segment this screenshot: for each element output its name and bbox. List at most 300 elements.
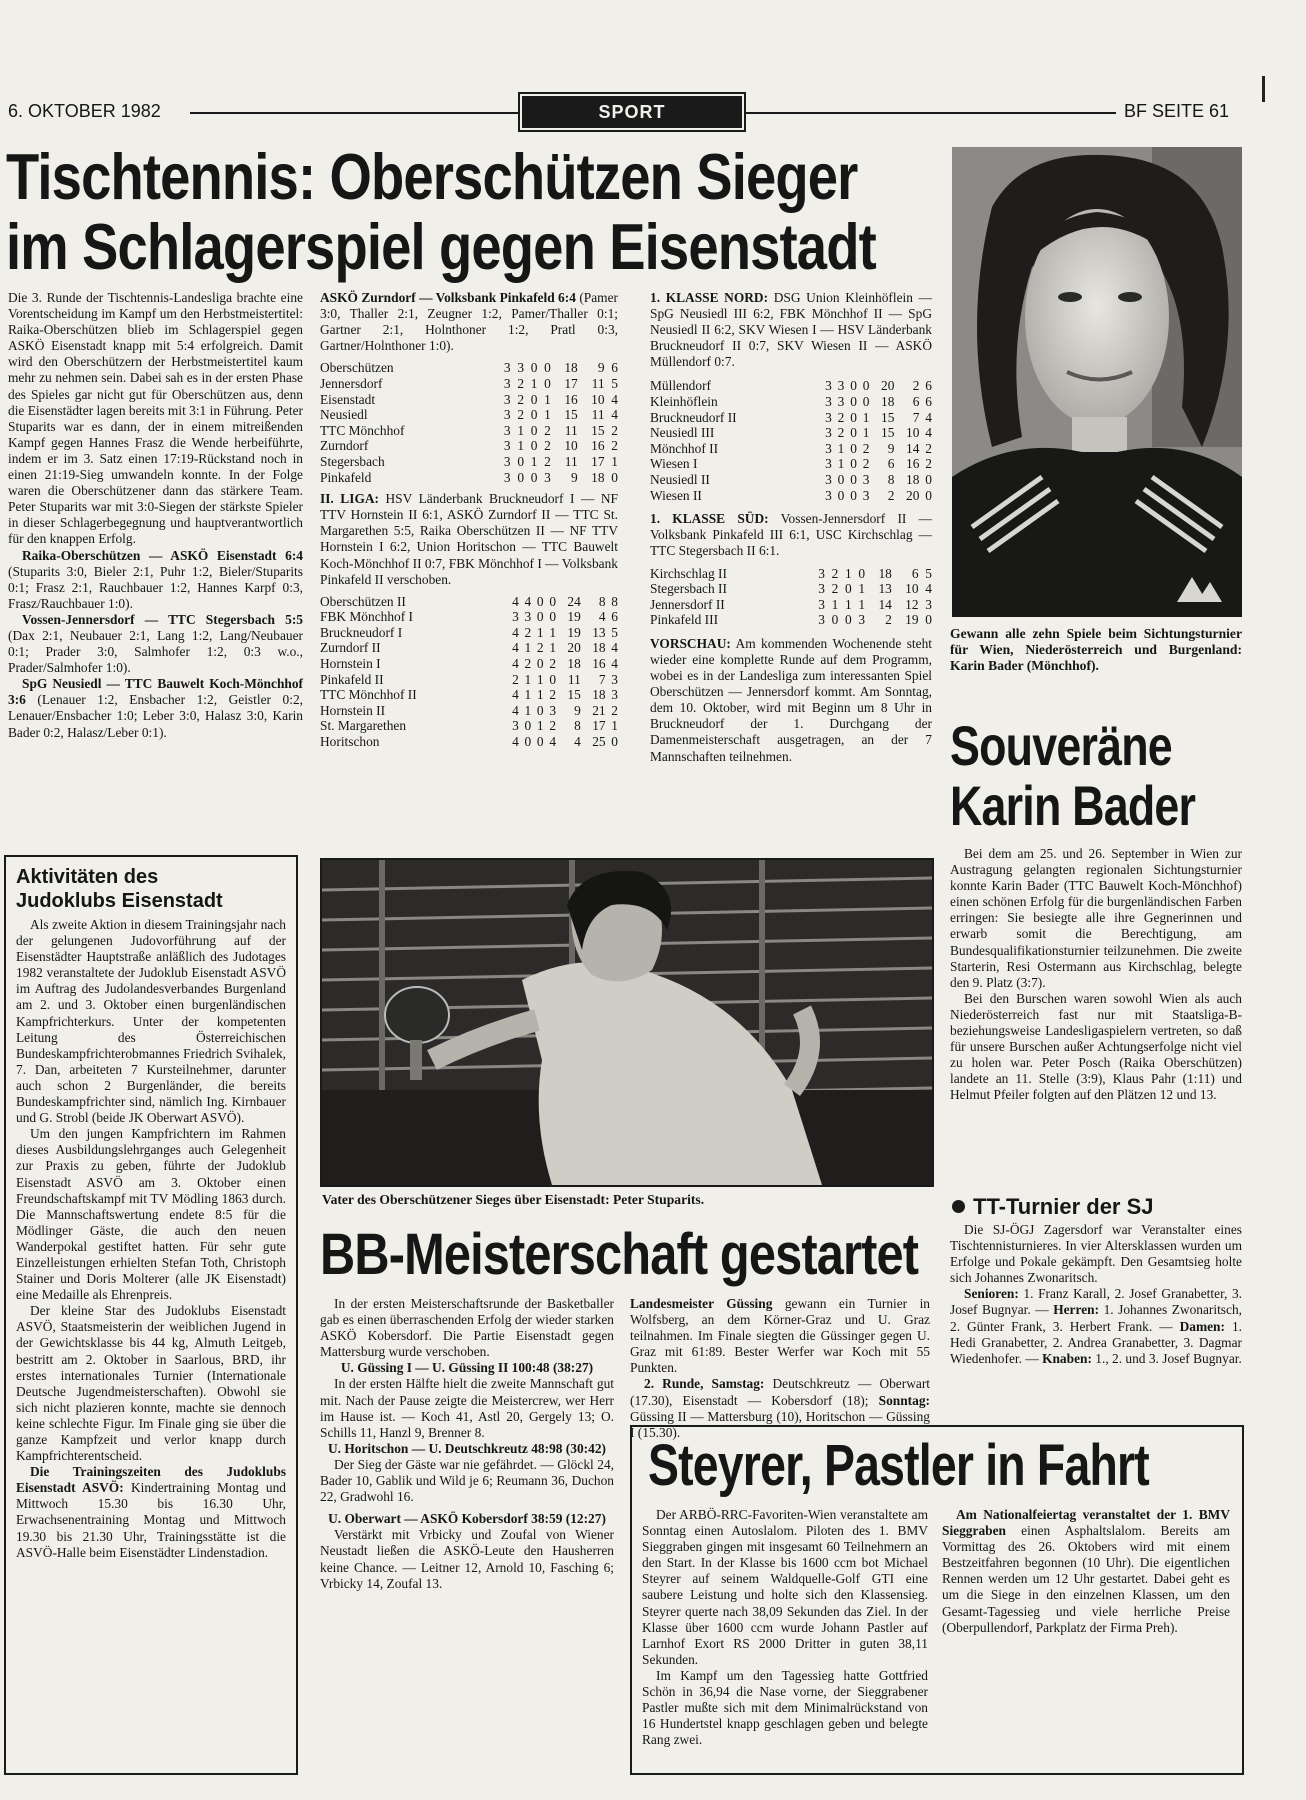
basketball-r2-text: Deutschkreutz — Oberwart (17.30), Eisenstadt — Kobersdorf (18); (630, 1376, 931, 1408)
main-headline-line1: Tischtennis: Oberschützen Sieger (6, 139, 858, 214)
match4-head: ASKÖ Zurndorf — Volksbank Pinkafeld 6:4 (320, 290, 576, 305)
basketball-col2 (630, 1296, 930, 1441)
standings-value: 5 (925, 565, 932, 581)
standings-value: 4 (598, 609, 606, 625)
standings-value: 18 (592, 640, 606, 656)
sued-head: 1. KLASSE SÜD: (650, 511, 769, 527)
team-name: Jennersdorf (320, 375, 383, 391)
tt-herren-text: 1. Johannes Zwonaritsch, 2. Günter Frank, 3. Herbert Frank. (950, 1302, 1242, 1334)
standings-value: 2 (887, 487, 895, 503)
standings-value: 16 (564, 391, 578, 407)
standings-value: 4 (925, 409, 932, 425)
slalom-p1: Der ARBÖ-RRC-Favoriten-Wien veranstaltete am Sonntag einen Autoslalom. Piloten des 1. BMV Sieggraben gingen mit insgesamt 60 Teilnehmern an den Start. In der Klasse bis 1600 ccm bot Michael Steyrer auf seinem Waldquelle-Golf GTI eine saubere Leistung und holte sich den Klassensieg. Steyrer querte nach 38,09 Sekunden das Ziel. In der Klasse über 1600 ccm wurde Johann Pastler auf Larnhof Exort RS 2000 Dritter in guten 38,11 Sekunden. (642, 1507, 928, 1667)
match1-text: (Stuparits 3:0, Bieler 2:1, Puhr 1:2, Bieler/Stuparits 0:1; Frasz 2:1, Rauchbauer 1:2, Hannes Karpf 0:3, Frasz/Rauchbauer 1:0). (8, 563, 303, 611)
standings-value: 6 (911, 565, 919, 581)
standings-value: 3 (862, 472, 870, 488)
standings-value: 16 (906, 456, 920, 472)
team-name: Müllendorf (650, 378, 711, 394)
standings-value: 6 (912, 394, 920, 410)
match4-text: (Pamer 3:0, Thaller 2:1, Zeugner 1:2, Pamer/Thaller 0:1; Gartner 2:1, Holnthoner 1:2, Pratl 0:3, Gartner/Holnthoner 1:0). (320, 290, 618, 354)
standings-value: 3 (837, 394, 845, 410)
standings-row (320, 687, 618, 703)
basketball-r2b-text: Güssing II — Mattersburg (10), Horitschon — Güssing I (15.30). (630, 1408, 930, 1440)
standings-value: 0 (524, 718, 532, 734)
standings-value: 10 (905, 581, 919, 597)
standings-value: 0 (850, 394, 857, 410)
slalom-p3-head: Am Nationalfeiertag veranstaltet der 1. BMV Sieggraben (942, 1507, 1230, 1539)
standings-row (320, 454, 618, 470)
standings-value: 19 (567, 624, 581, 640)
standings-value: 1 (530, 453, 538, 469)
standings-value: 2 (837, 409, 845, 425)
standings-value: 6 (925, 378, 932, 394)
bader-headline-line2: Karin Bader (950, 774, 1196, 837)
standings-value: 4 (512, 687, 519, 703)
standings-value: 2 (912, 378, 920, 394)
standings-table-nord (650, 378, 932, 503)
standings-row (320, 625, 618, 641)
standings-value: 11 (564, 422, 578, 438)
standings-row (320, 392, 618, 408)
standings-row (320, 672, 618, 688)
standings-row (650, 566, 932, 582)
standings-row (650, 441, 932, 457)
standings-value: 3 (503, 375, 511, 391)
standings-value: 3 (825, 409, 832, 425)
judo-p1: Als zweite Aktion in diesem Trainingsjahr nach der gelungenen Judovorführung auf der Eisenstädter Hauptstraße anläßlich des Judotages 1982 veranstaltete der Judoklub Eisenstadt ASVÖ im Auftrag des Judolandesverbandes Burgenland am 2. und 3. Oktober einen burgenländischen Kampfrichterkurs. Unter der kompetenten Leitung des Österreichischen Bundeskampfrichterobmannes Friedrich Svihalek, 7. Dan, arbeiteten 7 Kursteilnehmer, darunter auch schon 2 Burgenländer, die bereits Bundeskampfrichter sind, nämlich Ing. Kirnbauer und G. Strobl (beide JK Oberwart ASVÖ). (16, 917, 286, 1126)
standings-value: 6 (887, 456, 895, 472)
standings-value: 5 (611, 624, 618, 640)
standings-row (320, 734, 618, 750)
team-name: Wiesen II (650, 487, 702, 503)
team-name: Kirchschlag II (650, 565, 727, 581)
tt-herren-head: Herren: (1053, 1302, 1100, 1318)
standings-value: 4 (549, 734, 557, 750)
standings-value: 3 (825, 440, 832, 456)
standings-value: 3 (611, 671, 618, 687)
standings-value: 1 (517, 438, 525, 454)
standings-value: 20 (881, 378, 895, 394)
basketball-game2-head: U. Horitschon — U. Deutschkreutz 48:98 (30:42) (328, 1440, 606, 1456)
standings-value: 3 (503, 438, 511, 454)
section-label: SPORT (598, 102, 666, 122)
standings-row (320, 656, 618, 672)
team-name: Hornstein I (320, 656, 381, 672)
basketball-col1 (320, 1296, 614, 1592)
standings-value: 18 (591, 469, 605, 485)
standings-value: 3 (818, 596, 825, 612)
standings-value: 8 (887, 472, 895, 488)
standings-value: 0 (549, 671, 557, 687)
standings-row (320, 703, 618, 719)
standings-value: 15 (881, 409, 895, 425)
standings-value: 2 (517, 391, 525, 407)
standings-value: 16 (592, 656, 606, 672)
standings-value: 1 (524, 687, 532, 703)
standings-row (650, 488, 932, 504)
standings-value: 0 (862, 378, 870, 394)
standings-row (320, 376, 618, 392)
standings-value: 0 (611, 734, 618, 750)
standings-value: 3 (503, 453, 511, 469)
standings-value: 1 (544, 391, 551, 407)
team-name: Hornstein II (320, 702, 386, 718)
standings-value: 0 (850, 456, 857, 472)
standings-value: 4 (611, 407, 618, 423)
standings-value: 0 (850, 487, 857, 503)
standings-value: 3 (524, 609, 532, 625)
standings-row (320, 609, 618, 625)
standings-row (320, 438, 618, 454)
tt-senioren-head: Senioren: (964, 1286, 1019, 1302)
standings-value: 9 (571, 469, 578, 485)
player-photo (320, 858, 934, 1187)
standings-value: 1 (536, 624, 544, 640)
judo-p4-text: Kindertraining Montag und Mittwoch 15.30 bis 16.30 Uhr, Erwachsenentraining Montag und Mittwoch 19.30 bis 21.30 Uhr, Trainingsstätte ist die ASVÖ-Halle beim Eisenstädter Lindenstadion. (16, 1480, 286, 1560)
standings-value: 1 (837, 440, 845, 456)
standings-row (320, 470, 618, 486)
standings-value: 1 (831, 596, 839, 612)
standings-value: 0 (524, 734, 532, 750)
judo-p4-head: Die Trainingszeiten des Judoklubs Eisenstadt ASVÖ: (16, 1464, 286, 1496)
liga2-head: II. LIGA: (320, 491, 379, 507)
section-label-box (522, 96, 742, 128)
tt-turnier-body: Die SJ-ÖGJ Zagersdorf war Veranstalter eines Tischtennisturnieres. In vier Altersklassen wurden um Erfolge und Pokale gekämpft. Den Gesamtsieg holte sich Johannes Zwonaritsch. Senioren: 1. Franz Karall, 2. Josef Granabetter, 3. Josef Bugnyar. — Herren: 1. Johannes Zwonaritsch, 2. Günter Frank, 3. Herbert Frank. — Damen: 1. Hedi Granabetter, 2. Andrea Granabetter, 3. Dagmar Wiedenhofer. — Knaben: 1., 2. und 3. Josef Bugnyar. (950, 1222, 1242, 1366)
judo-headline-line1: Aktivitäten des (16, 866, 159, 888)
basketball-game3-text: Verstärkt mit Vrbicky und Zoufal von Wiener Neustadt ließen die ASKÖ-Leute den Hausherren keine Chance. — Leitner 12, Arnold 10, Fasching 6; Vrbicky 14, Zoufal 13. (320, 1527, 614, 1591)
standings-value: 2 (524, 624, 532, 640)
standings-value: 20 (567, 640, 581, 656)
standings-value: 3 (925, 596, 932, 612)
team-name: Neusiedl III (650, 425, 715, 441)
standings-value: 2 (544, 422, 551, 438)
standings-value: 2 (837, 425, 845, 441)
bader-p2: Bei den Burschen waren sowohl Wien als auch Niederösterreich fast nur mit Staatsliga-B- beziehungsweise Landesligaspielern vertreten, so daß für unsere Burschen außer Achtungserfolge nicht viel zu holen war. Peter Posch (Raika Oberschützen) landete an 11. Stelle (3:9), Klaus Pahr (1:11) und Helmut Pfeiler folgten auf den Plätzen 12 und 13. (950, 990, 1242, 1103)
team-name: Bruckneudorf I (320, 624, 403, 640)
standings-value: 25 (592, 734, 606, 750)
standings-value: 5 (611, 375, 618, 391)
standings-value: 0 (858, 565, 866, 581)
standings-value: 0 (611, 469, 618, 485)
standings-table-landesliga (320, 360, 618, 485)
basketball-game1-text: In der ersten Hälfte hielt die zweite Mannschaft gut mit. Nach der Pause zeigte die Meistercrew, wer Herr im Hause ist. — Koch 41, Astl 20, Gergely 13; O. Schills 11, Hanzl 9, Brenner 8. (320, 1376, 614, 1440)
standings-row (320, 718, 618, 734)
standings-value: 24 (567, 593, 581, 609)
team-name: Neusiedl II (650, 472, 710, 488)
standings-value: 0 (530, 360, 538, 376)
standings-value: 0 (530, 407, 538, 423)
standings-value: 0 (530, 438, 538, 454)
standings-value: 0 (831, 612, 839, 628)
standings-value: 4 (512, 640, 519, 656)
standings-value: 4 (512, 624, 519, 640)
standings-value: 3 (858, 612, 866, 628)
standings-value: 10 (906, 425, 920, 441)
standings-table-liga2 (320, 594, 618, 750)
standings-row (650, 597, 932, 613)
standings-value: 1 (862, 425, 870, 441)
standings-value: 0 (530, 469, 538, 485)
standings-value: 0 (549, 609, 557, 625)
standings-value: 0 (850, 472, 857, 488)
standings-value: 18 (564, 360, 578, 376)
standings-value: 2 (549, 687, 557, 703)
team-name: Oberschützen II (320, 593, 406, 609)
standings-value: 4 (925, 425, 932, 441)
standings-value: 1 (524, 640, 532, 656)
standings-value: 2 (885, 612, 892, 628)
standings-value: 0 (845, 612, 852, 628)
standings-value: 9 (887, 440, 895, 456)
header-rule-right (744, 112, 1116, 114)
basketball-lm-head: Landesmeister Güssing (630, 1296, 773, 1311)
portrait-photo-graphic (952, 147, 1242, 617)
standings-value: 3 (503, 360, 511, 376)
standings-value: 3 (611, 687, 618, 703)
standings-value: 3 (825, 456, 832, 472)
standings-value: 0 (530, 422, 538, 438)
standings-value: 3 (837, 378, 845, 394)
standings-value: 0 (530, 391, 538, 407)
standings-value: 8 (574, 718, 581, 734)
standings-value: 2 (611, 438, 618, 454)
standings-value: 18 (881, 394, 895, 410)
standings-value: 0 (536, 702, 544, 718)
team-name: Mönchhof II (650, 440, 719, 456)
standings-value: 0 (850, 425, 857, 441)
standings-value: 15 (564, 407, 578, 423)
standings-value: 7 (598, 671, 606, 687)
standings-value: 1 (858, 581, 866, 597)
standings-value: 1 (524, 671, 532, 687)
basketball-game3-head: U. Oberwart — ASKÖ Kobersdorf 38:59 (12:27) (328, 1511, 606, 1527)
match2-head: Vossen-Jennersdorf — TTC Stegersbach 5:5 (22, 611, 303, 627)
standings-value: 1 (858, 596, 866, 612)
standings-value: 10 (564, 438, 578, 454)
basketball-p1: In der ersten Meisterschaftsrunde der Basketballer gab es einen überraschenden Erfolg der wieder starken ASKÖ Kobersdorf. Die Partie Eisenstadt gegen Mattersburg wurde verschoben. (320, 1296, 614, 1360)
standings-value: 1 (611, 718, 618, 734)
standings-value: 0 (517, 453, 525, 469)
standings-value: 2 (831, 565, 839, 581)
basketball-game1-head: U. Güssing I — U. Güssing II 100:48 (38:27) (340, 1360, 594, 1376)
standings-value: 15 (591, 422, 605, 438)
standings-value: 8 (611, 593, 618, 609)
main-article-col1 (8, 290, 303, 741)
standings-value: 3 (512, 718, 519, 734)
standings-value: 2 (512, 671, 519, 687)
standings-value: 11 (567, 671, 581, 687)
team-name: Jennersdorf II (650, 596, 725, 612)
top-right-mark (1262, 76, 1265, 102)
standings-value: 18 (592, 687, 606, 703)
team-name: TTC Mönchhof II (320, 687, 417, 703)
standings-value: 8 (598, 593, 606, 609)
bader-article-body (950, 846, 1242, 1104)
portrait-caption: Gewann alle zehn Spiele beim Sichtungsturnier für Wien, Niederösterreich und Burgenland: Karin Bader (Mönchhof). (950, 626, 1242, 673)
standings-value: 19 (567, 609, 581, 625)
bader-headline-line1: Souveräne (950, 714, 1172, 777)
standings-value: 3 (517, 360, 525, 376)
player-caption: Vater des Oberschützener Sieges über Eisenstadt: Peter Stuparits. (322, 1192, 705, 1207)
standings-value: 3 (544, 469, 551, 485)
judo-p2: Um den jungen Kampfrichtern im Rahmen dieses Ausbildungslehrganges auch Gelegenheit zur Praxis zu geben, führte der Judoklub Eisenstadt ASVÖ am 3. Oktober einen Freundschaftskampf mit TV Mödling 1863 durch. Die Mannschaftswertung endete 8:5 für die Mödlinger Gäste, die auch den neuen Wanderpokal gestiftet hatten. Für sehr gute Einzelleistungen erhielten Stefan Toth, Christoph Stainer und Doris Molterer (alle JK Eisenstadt) eine Medaille als Ehrenpreis. (16, 1126, 286, 1303)
standings-value: 6 (925, 394, 932, 410)
team-name: Wiesen I (650, 456, 698, 472)
standings-value: 0 (544, 375, 551, 391)
main-article-col3 (650, 290, 932, 765)
standings-value: 0 (925, 472, 932, 488)
standings-row (650, 456, 932, 472)
standings-value: 2 (831, 581, 839, 597)
header-page: BF SEITE 61 (1124, 101, 1230, 121)
standings-value: 18 (567, 656, 581, 672)
basketball-r2b-head: Sonntag: (878, 1392, 930, 1408)
match2-text: (Dax 2:1, Neubauer 2:1, Lang 1:2, Lang/Neubauer 0:1; Prader 3:0, Salmhofer 1:2, 0:3 w.o., Prader/Salmhofer 1:0). (8, 627, 303, 676)
standings-value: 0 (850, 378, 857, 394)
standings-value: 1 (536, 687, 544, 703)
standings-row (650, 425, 932, 441)
standings-value: 17 (591, 453, 605, 469)
standings-value: 14 (906, 440, 920, 456)
standings-value: 19 (905, 612, 919, 628)
standings-value: 2 (925, 440, 932, 456)
team-name: TTC Mönchhof (320, 422, 405, 438)
slalom-p2: Im Kampf um den Tagessieg hatte Gottfried Schön in 36,94 die Nase vorne, der Sieggrabener Pastler mußte sich mit dem Minimalrückstand von 16 Hundertstel knapp geschlagen geben und belegte Rang zwei. (642, 1667, 928, 1748)
standings-value: 3 (825, 487, 832, 503)
standings-value: 2 (517, 407, 525, 423)
standings-row (320, 594, 618, 610)
standings-value: 0 (536, 656, 544, 672)
standings-value: 2 (536, 640, 544, 656)
standings-value: 0 (925, 612, 932, 628)
standings-value: 2 (549, 656, 557, 672)
standings-value: 4 (512, 593, 519, 609)
standings-value: 3 (818, 581, 825, 597)
match3-head: SpG Neusiedl — TTC Bauwelt Koch-Mönchhof 3:6 (8, 676, 303, 708)
standings-value: 2 (611, 422, 618, 438)
standings-row (320, 360, 618, 376)
standings-value: 0 (850, 409, 857, 425)
standings-value: 21 (592, 702, 606, 718)
basketball-r2-head: 2. Runde, Samstag: (644, 1376, 765, 1392)
standings-row (650, 472, 932, 488)
vorschau-text: Am kommenden Wochenende steht wieder eine komplette Runde auf dem Programm, wobei es in der Landesliga zum interessanten Spiel Oberschützen — Jennersdorf kommt. Am Sonntag, dem 10. Oktober, wird mit Beginn um 8 Uhr in Bruckneudorf der 1. Durchgang der Damenmeisterschaft ausgetragen, an der 7 Mannschaften teilnehmen. (650, 635, 932, 764)
standings-value: 9 (597, 360, 605, 376)
team-name: Stegersbach (320, 453, 385, 469)
portrait-photo (952, 147, 1242, 617)
team-name: Eisenstadt (320, 391, 376, 407)
standings-value: 1 (517, 422, 525, 438)
judo-box (4, 855, 298, 1775)
standings-value: 3 (503, 391, 511, 407)
standings-value: 0 (536, 593, 544, 609)
standings-value: 2 (517, 375, 525, 391)
standings-value: 0 (925, 487, 932, 503)
tt-knaben-text: 1., 2. und 3. Josef Bugnyar. (1095, 1350, 1242, 1366)
match3-text: (Lenauer 1:2, Ensbacher 1:2, Geistler 0:2, Lenauer/Ensbacher 1:0; Leber 3:0, Halasz 3:0, Karin Bader 0:2, Halasz/Leber 0:1). (8, 692, 303, 740)
standings-value: 1 (544, 407, 551, 423)
team-name: Pinkafeld II (320, 671, 384, 687)
basketball-lm-text: gewann ein Turnier in Wolfsberg, an dem Körner-Graz und U. Graz teilnahmen. Im Finale siegten die Güssinger gegen U. Graz mit 61:89. Bester Werfer war Koch mit 55 Punkten. (630, 1296, 930, 1376)
tt-senioren-text: 1. Franz Karall, 2. Josef Granabetter, 3. Josef Bugnyar. (950, 1286, 1242, 1318)
standings-value: 0 (837, 487, 845, 503)
slalom-p3-text: einen Asphaltslalom. Bereits am Vormittag des 26. Oktobers wird mit einem Bestzeitfahren begonnen (10 Uhr). Die eigentlichen Rennen werden um 12 Uhr gestartet. Dabei geht es um die Siege in den einzelnen Klassen, um den Gesamt-Tagessieg und viele herrliche Preise (Oberpullendorf, Parkplatz der Firma Preh). (942, 1523, 1230, 1635)
team-name: Pinkafeld III (650, 612, 719, 628)
standings-value: 2 (925, 456, 932, 472)
tt-damen-text: 1. Hedi Granabetter, 2. Andrea Granabetter, 3. Dagmar Wiedenhofer. (950, 1318, 1242, 1366)
team-name: Pinkafeld (320, 469, 372, 485)
standings-value: 0 (845, 581, 852, 597)
bullet-icon (952, 1200, 965, 1213)
judo-p3: Der kleine Star des Judoklubs Eisenstadt ASVÖ, Staatsmeisterin der weiblichen Jugend in der Gewichtsklasse bis 44 kg, Almuth Leitgeb, bestritt am 2. Oktober in Saarlous, BRD, ihr erstes internationales Turnier (Internationale Deutsche Jugendmeisterschaften). Obwohl sie sich nicht plazieren konnte, machte sie dennoch keine schlechte Figur. Im Finale ging sie über die ganze Kampfzeit und verlor knapp durch Kampfrichterentscheid. (16, 1303, 286, 1464)
standings-value: 17 (564, 375, 578, 391)
standings-value: 4 (512, 656, 519, 672)
standings-value: 13 (878, 581, 892, 597)
standings-value: 17 (592, 718, 606, 734)
standings-value: 6 (611, 360, 618, 376)
team-name: Bruckneudorf II (650, 409, 737, 425)
main-headline-line2: im Schlagerspiel gegen Eisenstadt (6, 209, 876, 284)
tt-turnier-p1: Die SJ-ÖGJ Zagersdorf war Veranstalter eines Tischtennisturnieres. In vier Altersklassen wurden um Erfolge und Pokale gekämpft. Den Gesamtsieg holte sich Johannes Zwonaritsch. (950, 1222, 1242, 1286)
slalom-box (630, 1425, 1244, 1775)
standings-value: 3 (512, 609, 519, 625)
liga2-text: HSV Länderbank Bruckneudorf I — NF TTV Hornstein II 6:1, ASKÖ Zurndorf II — TTC St. Margarethen 5:5, Raika Oberschützen II — NF TTV Hornstein I 6:2, Union Horitschon — TTC Bauwelt Koch-Mönchhof II 0:7, FBK Mönchhof I — Volksbank Pinkafeld II verschoben. (320, 491, 618, 587)
standings-value: 3 (818, 565, 825, 581)
team-name: Horitschon (320, 734, 380, 750)
standings-value: 3 (825, 378, 832, 394)
standings-value: 0 (517, 469, 525, 485)
standings-value: 2 (544, 453, 551, 469)
tt-turnier-headline: TT-Turnier der SJ (973, 1194, 1154, 1219)
slalom-headline: Steyrer, Pastler in Fahrt (648, 1433, 1149, 1498)
standings-value: 4 (574, 734, 581, 750)
standings-value: 3 (503, 407, 511, 423)
main-intro: Die 3. Runde der Tischtennis-Landesliga brachte eine Vorentscheidung im Kampf um den Herbstmeistertitel: Raika-Oberschützen blieb im Schlagerspiel gegen ASKÖ Eisenstadt knapp mit 5:4 erfolgreich. Damit wird den Oberschützern der Herbstmeistertitel kaum mehr zu nehmen sein. Dabei sah es in der ersten Phase des Spieles gar nicht gut für Oberschützen aus, denn die Eisenstädter lagen bereits mit 3:1 in Führung. Peter Stuparits war es dann, der in einem mitreißenden Kampf gegen Hannes Frasz die Wende herbeiführte, indem er im 3. Satz einen 17:19-Rückstand noch in einen 21:19-Sieg umwandeln konnte. In der Folge waren die Oberschützener dann das stärkere Team. Peter Stuparits war mit 3:0-Siegen der stärkste Spieler in dieser Schlagerbegegnung und hauptverantwortlich für den knappen Erfolg. (8, 290, 303, 547)
standings-value: 18 (906, 472, 920, 488)
standings-value: 4 (611, 391, 618, 407)
standings-value: 15 (567, 687, 581, 703)
standings-value: 2 (862, 456, 870, 472)
standings-value: 0 (536, 734, 544, 750)
standings-value: 12 (905, 596, 919, 612)
standings-row (320, 640, 618, 656)
team-name: Stegersbach II (650, 581, 727, 597)
standings-value: 18 (878, 565, 892, 581)
standings-value: 20 (906, 487, 920, 503)
standings-value: 1 (549, 640, 557, 656)
team-name: FBK Mönchhof I (320, 609, 413, 625)
standings-value: 7 (912, 409, 920, 425)
standings-value: 4 (524, 593, 532, 609)
judo-headline-line2: Judoklubs Eisenstadt (16, 890, 223, 912)
standings-value: 4 (512, 702, 519, 718)
standings-value: 1 (549, 624, 557, 640)
team-name: Oberschützen (320, 360, 394, 376)
standings-value: 3 (825, 394, 832, 410)
standings-value: 1 (862, 409, 870, 425)
match1-head: Raika-Oberschützen — ASKÖ Eisenstadt 6:4 (22, 547, 303, 563)
standings-row (650, 581, 932, 597)
standings-value: 2 (549, 718, 557, 734)
standings-value: 1 (524, 702, 532, 718)
standings-value: 3 (503, 422, 511, 438)
standings-row (650, 410, 932, 426)
standings-value: 6 (611, 609, 618, 625)
standings-value: 13 (592, 624, 606, 640)
standings-value: 0 (862, 394, 870, 410)
tt-damen-head: Damen: (1179, 1318, 1225, 1334)
standings-value: 1 (845, 596, 852, 612)
